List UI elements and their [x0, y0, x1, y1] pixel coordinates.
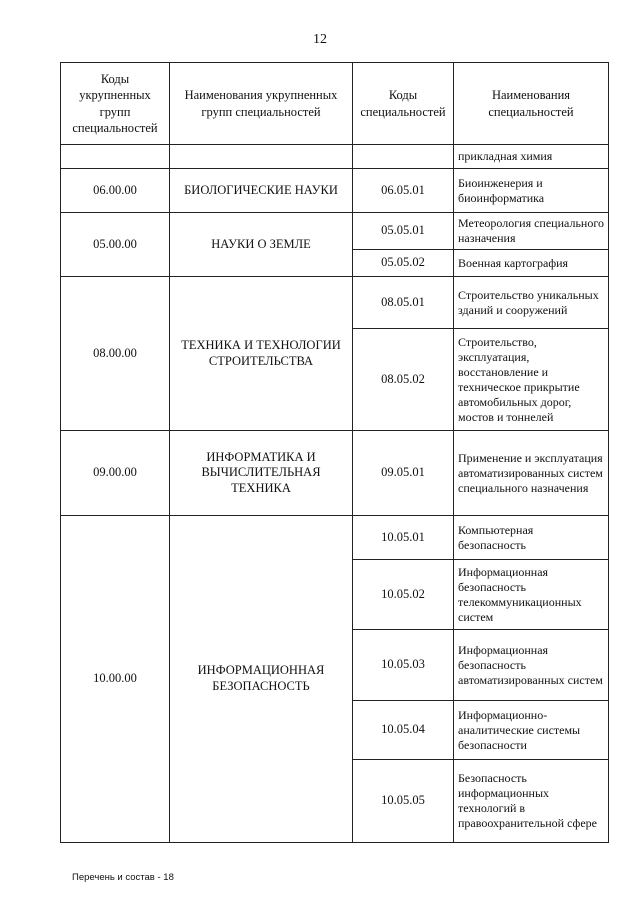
empty-cell	[353, 145, 454, 169]
spec-name: Применение и эксплуатация автоматизированных систем специального назначения	[454, 431, 609, 516]
spec-code: 10.05.04	[353, 701, 454, 760]
group-name: ТЕХНИКА И ТЕХНОЛОГИИ СТРОИТЕЛЬСТВА	[170, 277, 353, 431]
table-row	[61, 516, 609, 560]
spec-code: 10.05.01	[353, 516, 454, 560]
group-name: ИНФОРМАТИКА И ВЫЧИСЛИТЕЛЬНАЯ ТЕХНИКА	[170, 431, 353, 516]
specialties-table	[60, 62, 609, 843]
table-row	[61, 431, 609, 516]
spec-name: Военная картография	[454, 250, 609, 277]
table-row	[61, 277, 609, 329]
table-row	[61, 213, 609, 250]
spec-name: Информационно-аналитические системы безопасности	[454, 701, 609, 760]
spec-code: 10.05.03	[353, 630, 454, 701]
footer-note: Перечень и состав - 18	[72, 872, 174, 883]
table-row	[61, 169, 609, 213]
table-header-row	[61, 63, 609, 145]
spec-name: прикладная химия	[454, 145, 609, 169]
spec-code: 06.05.01	[353, 169, 454, 213]
header-spec-code: Коды специальностей	[353, 63, 454, 145]
spec-name: Безопасность информационных технологий в правоохранительной сфере	[454, 760, 609, 843]
spec-name: Компьютерная безопасность	[454, 516, 609, 560]
group-code: 09.00.00	[61, 431, 170, 516]
group-code: 10.00.00	[61, 516, 170, 843]
spec-name: Строительство уникальных зданий и сооружений	[454, 277, 609, 329]
spec-name: Биоинженерия и биоинформатика	[454, 169, 609, 213]
group-code: 08.00.00	[61, 277, 170, 431]
spec-code: 08.05.01	[353, 277, 454, 329]
header-group-code: Коды укрупненных групп специальностей	[61, 63, 170, 145]
table-row	[61, 145, 609, 169]
page-number: 12	[313, 32, 327, 47]
spec-code: 05.05.02	[353, 250, 454, 277]
spec-code: 09.05.01	[353, 431, 454, 516]
spec-name: Строительство, эксплуатация, восстановление и техническое прикрытие автомобильных дорог, мостов и тоннелей	[454, 329, 609, 431]
spec-code: 10.05.02	[353, 560, 454, 630]
spec-name: Информационная безопасность автоматизированных систем	[454, 630, 609, 701]
group-code: 05.00.00	[61, 213, 170, 277]
group-code: 06.00.00	[61, 169, 170, 213]
empty-cell	[61, 145, 170, 169]
spec-name: Информационная безопасность телекоммуникационных систем	[454, 560, 609, 630]
empty-cell	[170, 145, 353, 169]
header-group-name: Наименования укрупненных групп специальностей	[170, 63, 353, 145]
header-spec-name: Наименования специальностей	[454, 63, 609, 145]
group-name: ИНФОРМАЦИОННАЯ БЕЗОПАСНОСТЬ	[170, 516, 353, 843]
spec-code: 05.05.01	[353, 213, 454, 250]
spec-code: 10.05.05	[353, 760, 454, 843]
spec-name: Метеорология специального назначения	[454, 213, 609, 250]
group-name: НАУКИ О ЗЕМЛЕ	[170, 213, 353, 277]
spec-code: 08.05.02	[353, 329, 454, 431]
group-name: БИОЛОГИЧЕСКИЕ НАУКИ	[170, 169, 353, 213]
